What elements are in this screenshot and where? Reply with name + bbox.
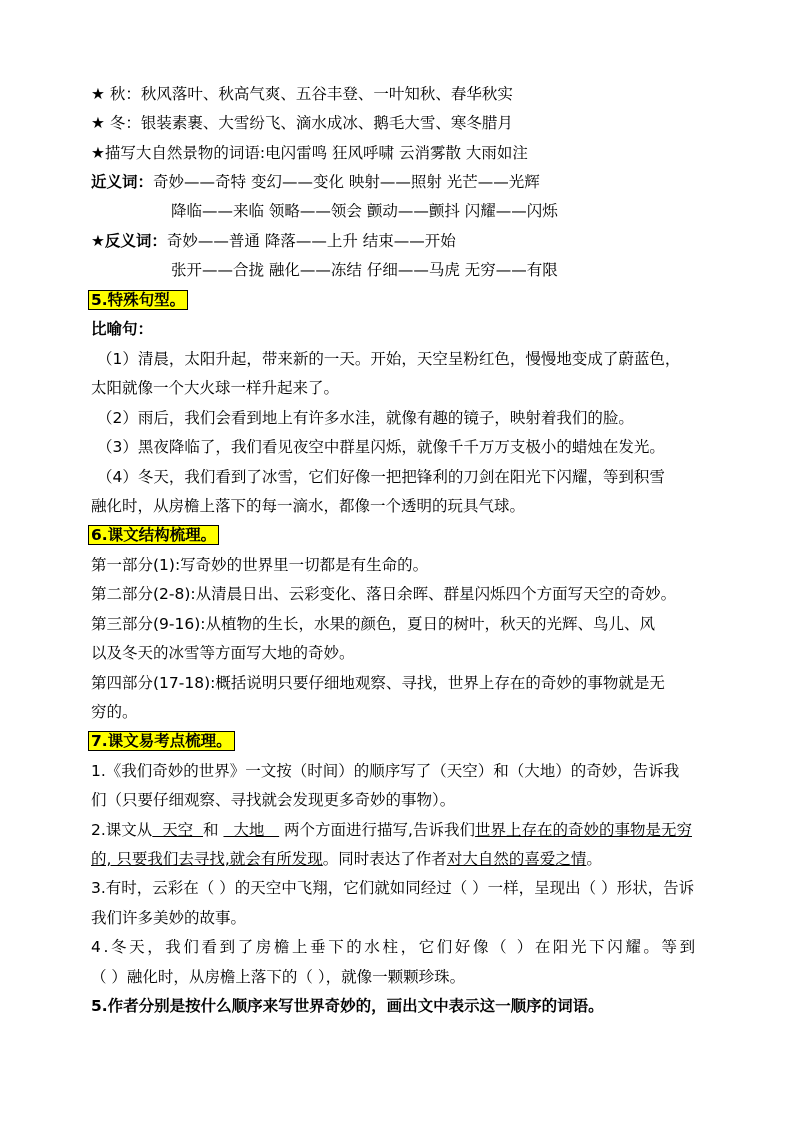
exam-point-2-text-2: 。同时表达了作者 bbox=[322, 850, 447, 868]
structure-part-2: 第二部分(2-8):从清晨日出、云彩变化、落日余晖、群星闪烁四个方面写天空的奇妙。 bbox=[91, 585, 677, 603]
autumn-idioms: ★ 秋：秋风落叶、秋高气爽、五谷丰登、一叶知秋、春华秋实 bbox=[91, 85, 513, 103]
structure-part-1: 第一部分(1):写奇妙的世界里一切都是有生命的。 bbox=[91, 556, 429, 574]
antonyms-pairs-1: 奇妙——普通 降落——上升 结束——开始 bbox=[166, 232, 456, 250]
structure-part-3b: 以及冬天的冰雪等方面写大地的奇妙。 bbox=[91, 644, 355, 662]
nature-words: ★描写大自然景物的词语:电闪雷鸣 狂风呼啸 云消雾散 大雨如注 bbox=[91, 144, 528, 162]
exam-point-5: 5.作者分别是按什么顺序来写世界奇妙的，画出文中表示这一顺序的词语。 bbox=[91, 997, 604, 1015]
metaphor-1a: （1）清晨，太阳升起，带来新的一天。开始，天空呈粉红色，慢慢地变成了蔚蓝色， bbox=[97, 350, 681, 368]
metaphor-4b: 融化时，从房檐上落下的每一滴水，都像一个透明的玩具气球。 bbox=[91, 497, 526, 515]
synonyms-line-1 bbox=[91, 172, 540, 192]
metaphor-3: （3）黑夜降临了，我们看见夜空中群星闪烁，就像千千万万支极小的蜡烛在发光。 bbox=[97, 438, 665, 456]
structure-part-4b: 穷的。 bbox=[91, 703, 138, 721]
section-5-heading-row bbox=[91, 290, 188, 310]
answer-find-discover: 的, 只要我们去寻找,就会有所发现 bbox=[91, 850, 323, 868]
section-6-heading-row bbox=[91, 525, 219, 545]
metaphor-2: （2）雨后，我们会看到地上有许多水洼，就像有趣的镜子，映射着我们的脸。 bbox=[97, 409, 634, 427]
exam-point-2a bbox=[91, 820, 692, 840]
synonyms-pairs-1: 奇妙——奇特 变幻——变化 映射——照射 光芒——光辉 bbox=[153, 173, 540, 191]
winter-idioms: ★ 冬：银装素裹、大雪纷飞、滴水成冰、鹅毛大雪、寒冬腊月 bbox=[91, 114, 513, 132]
exam-point-4b: （ ）融化时，从房檐上落下的（ ），就像一颗颗珍珠。 bbox=[91, 968, 466, 986]
exam-point-2-end: 。 bbox=[586, 850, 602, 868]
exam-point-3a: 3.有时，云彩在（ ）的天空中飞翔，它们就如同经过（ ）一样，呈现出（ ）形状，告诉 bbox=[91, 879, 695, 897]
exam-point-2-prefix: 2.课文从 bbox=[91, 821, 153, 839]
exam-point-2-and: 和 bbox=[203, 821, 219, 839]
exam-point-2-text: 两个方面进行描写,告诉我们 bbox=[284, 821, 475, 839]
metaphor-1b: 太阳就像一个大火球一样升起来了。 bbox=[91, 379, 340, 397]
answer-love-nature: 对大自然的喜爱之情 bbox=[446, 850, 587, 868]
antonyms-line-1 bbox=[91, 231, 456, 251]
antonyms-line-2: 张开——合拢 融化——冻结 仔细——马虎 无穷——有限 bbox=[171, 261, 558, 279]
exam-point-4a: 4.冬天，我们看到了房檐上垂下的水柱，它们好像（ ）在阳光下闪耀。等到 bbox=[91, 938, 698, 956]
section-5-heading: 5.特殊句型。 bbox=[88, 290, 188, 310]
answer-infinite-wonders: 世界上存在的奇妙的事物是无穷 bbox=[474, 821, 692, 839]
answer-sky: 天空 bbox=[152, 821, 204, 839]
exam-point-3b: 我们许多美妙的故事。 bbox=[91, 909, 247, 927]
section-7-heading-row bbox=[91, 731, 235, 751]
metaphor-label: 比喻句： bbox=[91, 320, 154, 338]
exam-point-1a: 1.《我们奇妙的世界》一文按（时间）的顺序写了（天空）和（大地）的奇妙，告诉我 bbox=[91, 762, 680, 780]
antonyms-label: ★反义词： bbox=[91, 232, 167, 250]
answer-earth: 大地 bbox=[223, 821, 280, 839]
synonyms-label: 近义词： bbox=[91, 173, 154, 191]
metaphor-4a: （4）冬天，我们看到了冰雪，它们好像一把把锋利的刀剑在阳光下闪耀，等到积雪 bbox=[97, 468, 665, 486]
synonyms-line-2: 降临——来临 领略——领会 颤动——颤抖 闪耀——闪烁 bbox=[171, 202, 558, 220]
exam-point-2b bbox=[91, 849, 602, 869]
structure-part-3a: 第三部分(9-16):从植物的生长，水果的颜色，夏日的树叶，秋天的光辉、鸟儿、风 bbox=[91, 615, 655, 633]
section-6-heading: 6.课文结构梳理。 bbox=[88, 525, 219, 545]
structure-part-4a: 第四部分(17-18):概括说明只要仔细地观察、寻找，世界上存在的奇妙的事物就是无 bbox=[91, 674, 665, 692]
section-7-heading: 7.课文易考点梳理。 bbox=[88, 731, 235, 751]
exam-point-1b: 们（只要仔细观察、寻找就会发现更多奇妙的事物）。 bbox=[91, 791, 456, 809]
